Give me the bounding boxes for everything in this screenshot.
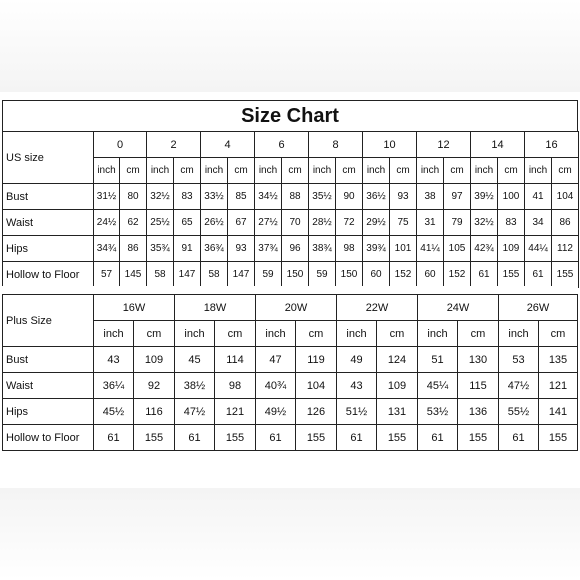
table-cell: 43 [94,347,134,373]
table-cell: 155 [296,425,337,451]
table-cell: 67 [228,210,255,236]
size-chart-sheet [2,100,578,460]
row-label: Bust [3,347,94,373]
table-cell: 65 [174,210,201,236]
table-cell: 119 [296,347,337,373]
size-header-row [3,132,579,158]
size-header-row [3,295,578,321]
table-cell: 104 [552,184,579,210]
table-cell: 86 [552,210,579,236]
table-cell: 32½ [147,184,174,210]
table-cell: 51 [418,347,458,373]
table-cell: 45½ [94,399,134,425]
table-cell: 55½ [499,399,539,425]
table-cell: 32½ [471,210,498,236]
table-cell: 136 [458,399,499,425]
table-cell: 147 [174,262,201,288]
unit-inch-header: inch [175,321,215,347]
table-row [3,262,579,288]
table-cell: 51½ [337,399,377,425]
table-cell: 28½ [309,210,336,236]
table-cell: 100 [498,184,525,210]
chart-title: Size Chart [2,100,578,131]
table-cell: 155 [539,425,578,451]
size-header: 10 [363,132,417,158]
table-cell: 124 [377,347,418,373]
table-cell: 42¾ [471,236,498,262]
table-cell: 38½ [175,373,215,399]
table-cell: 130 [458,347,499,373]
size-header: 22W [337,295,418,321]
row-label: Hollow to Floor [3,425,94,451]
unit-inch-header: inch [94,321,134,347]
plus-size-table [2,294,578,451]
table-cell: 61 [256,425,296,451]
table-cell: 91 [174,236,201,262]
table-cell: 155 [134,425,175,451]
table-cell: 85 [228,184,255,210]
table-cell: 155 [552,262,579,288]
table-cell: 150 [336,262,363,288]
table-cell: 40¾ [256,373,296,399]
table-cell: 152 [444,262,471,288]
table-cell: 38 [417,184,444,210]
table-cell: 34½ [255,184,282,210]
table-cell: 88 [282,184,309,210]
table-cell: 49½ [256,399,296,425]
table-cell: 44¼ [525,236,552,262]
table-cell: 35½ [309,184,336,210]
table-cell: 39½ [471,184,498,210]
table-cell: 35¾ [147,236,174,262]
table-cell: 47½ [499,373,539,399]
table-cell: 53 [499,347,539,373]
table-cell: 116 [134,399,175,425]
table-cell: 45¼ [418,373,458,399]
table-cell: 83 [498,210,525,236]
table-cell: 31 [417,210,444,236]
table-cell: 41 [525,184,552,210]
table-cell: 152 [390,262,417,288]
size-header: 18W [175,295,256,321]
unit-inch-header: inch [471,158,498,184]
us-size-table [2,131,579,288]
table-cell: 36½ [363,184,390,210]
size-label: US size [3,132,94,184]
table-cell: 114 [215,347,256,373]
table-cell: 75 [390,210,417,236]
top-background-band [0,0,580,92]
size-header: 8 [309,132,363,158]
unit-inch-header: inch [94,158,120,184]
table-cell: 59 [309,262,336,288]
table-cell: 57 [94,262,120,288]
size-header: 16 [525,132,579,158]
table-cell: 34 [525,210,552,236]
table-cell: 105 [444,236,471,262]
unit-cm-header: cm [296,321,337,347]
row-label: Hollow to Floor [3,262,94,288]
unit-inch-header: inch [525,158,552,184]
table-cell: 121 [215,399,256,425]
size-header: 14 [471,132,525,158]
table-cell: 36¾ [201,236,228,262]
table-cell: 26½ [201,210,228,236]
unit-cm-header: cm [498,158,525,184]
table-cell: 98 [336,236,363,262]
unit-cm-header: cm [174,158,201,184]
row-label: Waist [3,210,94,236]
table-cell: 60 [363,262,390,288]
table-cell: 25½ [147,210,174,236]
table-cell: 131 [377,399,418,425]
table-cell: 49 [337,347,377,373]
table-cell: 101 [390,236,417,262]
table-cell: 34¾ [94,236,120,262]
table-row [3,347,578,373]
table-cell: 61 [418,425,458,451]
table-cell: 126 [296,399,337,425]
unit-cm-header: cm [134,321,175,347]
table-cell: 135 [539,347,578,373]
table-cell: 109 [377,373,418,399]
row-label: Hips [3,399,94,425]
table-cell: 109 [134,347,175,373]
unit-cm-header: cm [444,158,471,184]
size-header: 4 [201,132,255,158]
table-cell: 93 [390,184,417,210]
size-header: 16W [94,295,175,321]
table-cell: 61 [525,262,552,288]
table-cell: 24½ [94,210,120,236]
unit-inch-header: inch [337,321,377,347]
unit-inch-header: inch [309,158,336,184]
size-label: Plus Size [3,295,94,347]
table-cell: 83 [174,184,201,210]
table-cell: 96 [282,236,309,262]
table-cell: 47 [256,347,296,373]
unit-cm-header: cm [539,321,578,347]
table-cell: 141 [539,399,578,425]
table-row [3,210,579,236]
table-cell: 36¼ [94,373,134,399]
unit-inch-header: inch [201,158,228,184]
table-cell: 59 [255,262,282,288]
table-row [3,373,578,399]
unit-cm-header: cm [228,158,255,184]
unit-cm-header: cm [120,158,147,184]
unit-cm-header: cm [282,158,309,184]
table-cell: 41¼ [417,236,444,262]
size-header: 20W [256,295,337,321]
table-cell: 61 [499,425,539,451]
table-cell: 47½ [175,399,215,425]
table-cell: 39¾ [363,236,390,262]
table-cell: 145 [120,262,147,288]
table-cell: 58 [147,262,174,288]
unit-inch-header: inch [418,321,458,347]
table-cell: 97 [444,184,471,210]
unit-inch-header: inch [363,158,390,184]
table-cell: 86 [120,236,147,262]
table-row [3,425,578,451]
table-row [3,236,579,262]
table-cell: 121 [539,373,578,399]
table-row [3,399,578,425]
table-cell: 61 [471,262,498,288]
unit-cm-header: cm [458,321,499,347]
table-cell: 147 [228,262,255,288]
table-cell: 98 [215,373,256,399]
row-label: Waist [3,373,94,399]
row-label: Bust [3,184,94,210]
unit-inch-header: inch [417,158,444,184]
table-row [3,184,579,210]
table-cell: 61 [175,425,215,451]
table-cell: 43 [337,373,377,399]
table-cell: 27½ [255,210,282,236]
bottom-background-band [0,488,580,580]
unit-cm-header: cm [215,321,256,347]
unit-cm-header: cm [336,158,363,184]
table-cell: 155 [377,425,418,451]
size-header: 6 [255,132,309,158]
table-cell: 93 [228,236,255,262]
size-header: 26W [499,295,578,321]
table-cell: 72 [336,210,363,236]
size-header: 0 [94,132,147,158]
table-cell: 33½ [201,184,228,210]
table-cell: 70 [282,210,309,236]
table-cell: 37¾ [255,236,282,262]
table-cell: 79 [444,210,471,236]
unit-cm-header: cm [552,158,579,184]
table-cell: 58 [201,262,228,288]
size-header: 12 [417,132,471,158]
table-cell: 109 [498,236,525,262]
row-label: Hips [3,236,94,262]
table-cell: 53½ [418,399,458,425]
table-cell: 60 [417,262,444,288]
table-cell: 115 [458,373,499,399]
size-header: 24W [418,295,499,321]
table-cell: 155 [215,425,256,451]
unit-inch-header: inch [499,321,539,347]
unit-cm-header: cm [390,158,417,184]
size-header: 2 [147,132,201,158]
unit-inch-header: inch [256,321,296,347]
table-cell: 61 [337,425,377,451]
table-cell: 155 [458,425,499,451]
unit-inch-header: inch [147,158,174,184]
table-cell: 92 [134,373,175,399]
table-cell: 45 [175,347,215,373]
unit-inch-header: inch [255,158,282,184]
table-cell: 38¾ [309,236,336,262]
table-gap [2,286,578,294]
table-cell: 61 [94,425,134,451]
table-cell: 29½ [363,210,390,236]
table-cell: 155 [498,262,525,288]
table-cell: 31½ [94,184,120,210]
table-cell: 80 [120,184,147,210]
table-cell: 104 [296,373,337,399]
table-cell: 62 [120,210,147,236]
table-cell: 112 [552,236,579,262]
table-cell: 150 [282,262,309,288]
table-cell: 90 [336,184,363,210]
unit-cm-header: cm [377,321,418,347]
